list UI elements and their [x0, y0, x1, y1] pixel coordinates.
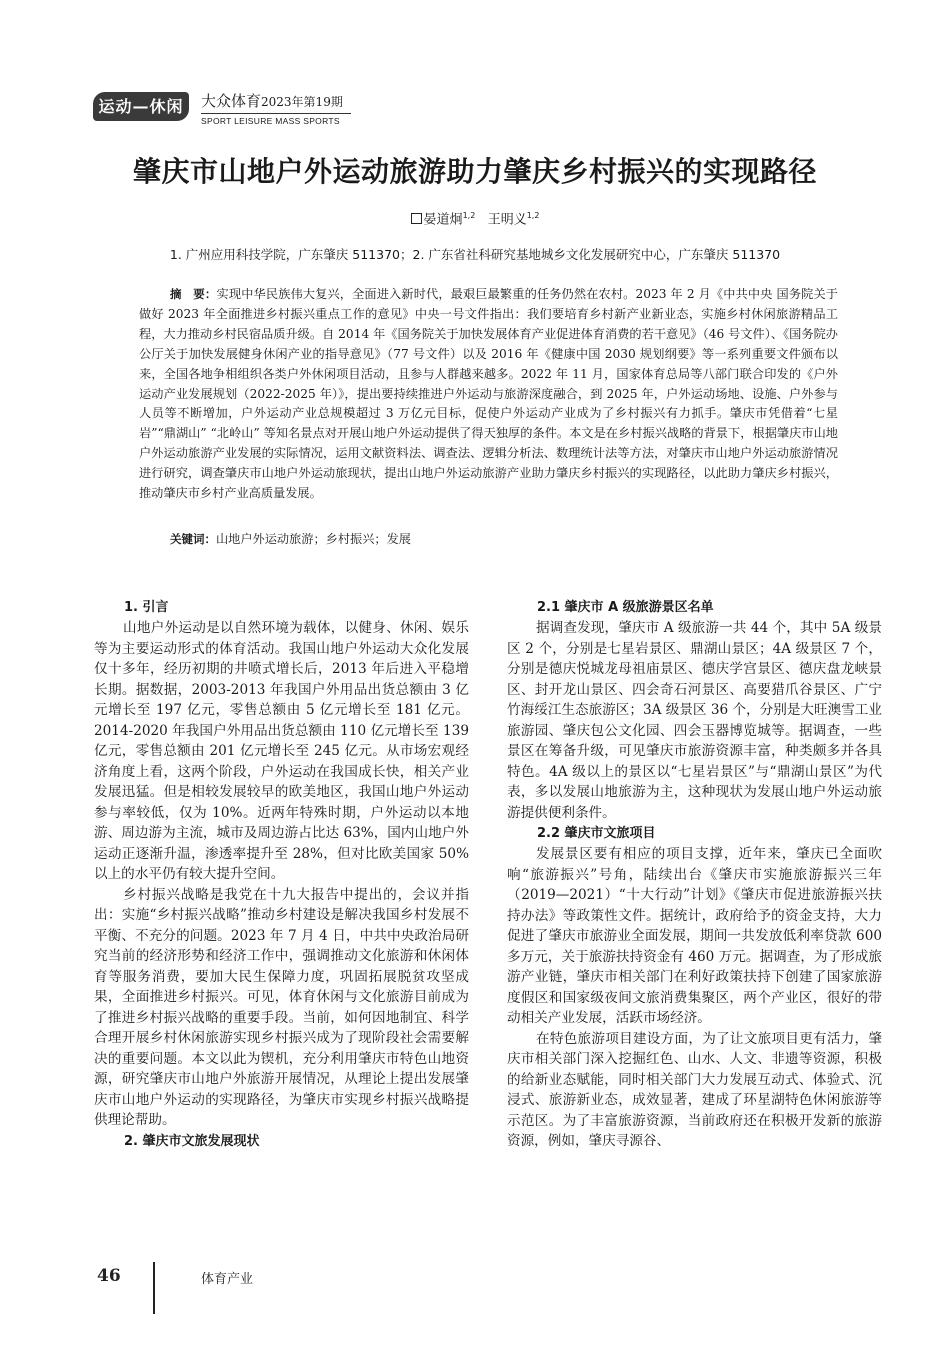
subsection-heading: 2.1 肇庆市 A 级旅游景区名单 [537, 600, 714, 615]
masthead-rule [201, 113, 351, 114]
keywords [170, 529, 830, 549]
author-box-icon [411, 213, 422, 224]
paragraph: 山地户外运动是以自然环境为载体，以健身、休闲、娱乐等为主要运动形式的体育活动。我国山地户外运动大众化发展仅十多年，经历初期的井喷式增长后，2013 年后进入平稳增长期。据数据，2003-2013 年我国户外用品出货总额由 3 亿元增长至 197 亿元，零售总额由 5 亿元增长至 181 亿元。2014-2020 年我国户外用品出货总额由 110 亿元增长至 139 亿元，零售总额由 201 亿元增长至 245 亿元。从市场宏观经济角度上看，这两个阶段，户外运动在我国成长快，相关产业发展迅猛。但是相较发展较早的欧美地区，我国山地户外运动参与率较低，仅为 10%。近两年特殊时期，户外运动以本地游、周边游为主流，城市及周边游占比达 63%，国内山地户外运动正逐渐升温，渗透率提升至 28%，但对比欧美国家 50% 以上的水平仍有较大提升空间。 [94, 620, 469, 882]
column-badge: 运动—休闲 [93, 92, 189, 121]
article-title: 肇庆市山地户外运动旅游助力肇庆乡村振兴的实现路径 [132, 155, 817, 188]
section-heading: 1. 引言 [124, 600, 169, 615]
paragraph: 据调查发现，肇庆市 A 级旅游一共 44 个，其中 5A 级景区 2 个，分别是七星岩景区、鼎湖山景区；4A 级景区 7 个，分别是德庆悦城龙母祖庙景区、德庆学宫景区、德庆盘龙峡景区、封开龙山景区、四会奇石河景区、高要猎爪谷景区、广宁竹海绥江生态旅游区；3A 级景区 36 个，分别是大旺澳雪工业旅游园、肇庆包公文化园、四会玉器博览城等。据调查，一些景区在筹备升级，可见肇庆市旅游资源丰富，种类颇多并各具特色。4A 级以上的景区以“七星岩景区”与“鼎湖山景区”为代表，多以发展山地旅游为主，这种现状为发展山地户外运动旅游提供便利条件。 [507, 620, 882, 821]
paragraph: 乡村振兴战略是我党在十九大报告中提出的，会议并指出：实施“乡村振兴战略”推动乡村建设是解决我国乡村发展不平衡、不充分的问题。2023 年 7 月 4 日，中共中央政治局研究当前的经济形势和经济工作中，强调推动文化旅游和休闲体育等服务消费，要加大民生保障力度，巩固拓展脱贫攻坚成果，全面推进乡村振兴。可见，体育休闲与文化旅游目前成为了推进乡村振兴战略的重要手段。当前，如何因地制宜、科学合理开展乡村休闲旅游实现乡村振兴成为了现阶段社会需要解决的重要问题。本文以此为锲机，充分利用肇庆市特色山地资源，研究肇庆市山地户外旅游开展情况，从理论上提出发展肇庆市山地户外运动的实现路径，为肇庆市实现乡村振兴战略提供理论帮助。 [94, 886, 469, 1128]
author-name: 王明义 [487, 212, 527, 228]
paragraph: 在特色旅游项目建设方面，为了让文旅项目更有活力，肇庆市相关部门深入挖掘红色、山水、人文、非遗等资源，积极的给新业态赋能，同时相关部门大力发展互动式、体验式、沉浸式、旅游新业态，成效显著，建成了环星湖特色休闲旅游等示范区。为了丰富旅游资源，当前政府还在积极开发新的旅游资源，例如，肇庆寻源谷、 [507, 1030, 882, 1149]
abstract-text: 实现中华民族伟大复兴，全面进入新时代，最艰巨最繁重的任务仍然在农村。2023 年 2 月《中共中央 国务院关于做好 2023 年全面推进乡村振兴重点工作的意见》中央一号文件指出：我们要培育乡村新产业新业态，实施乡村休闲旅游精品工程，大力推动乡村民宿品质升级。自 2014 年《国务院关于加快发展体育产业促进体育消费的若干意见》（46 号文件）、《国务院办公厅关于加快发展健身休闲产业的指导意见》（77 号文件）以及 2016 年《健康中国 2030 规划纲要》等一系列重要文件颁布以来，全国各地争相组织各类户外休闲项目活动，且参与人群越来越多。2022 年 11 月，国家体育总局等八部门联合印发的《户外运动产业发展规划（2022-2025 年）》，提出要持续推进户外运动与旅游深度融合，到 2025 年，户外运动场地、设施、户外参与人员等不断增加，户外运动产业总规模超过 3 万亿元目标，促使户外运动产业成为了乡村振兴有力抓手。肇庆市凭借着“七星岩”“鼎湖山” “北岭山” 等知名景点对开展山地户外运动提供了得天独厚的条件。本文是在乡村振兴战略的背景下，根据肇庆市山地户外运动旅游产业发展的实际情况，运用文献资料法、调查法、逻辑分析法、数理统计法等方法，对肇庆市山地户外运动旅游情况进行研究，调查肇庆市山地户外运动旅现状，提出山地户外运动旅游产业助力肇庆乡村振兴的实现路径，以此助力肇庆乡村振兴，推动肇庆市乡村产业高质量发展。 [139, 287, 838, 501]
author-name: 晏道炯 [423, 212, 463, 228]
author-line [0, 206, 950, 230]
magazine-name: 大众体育 [201, 92, 262, 110]
author-sup: 1,2 [526, 211, 540, 220]
keywords-text: 山地户外运动旅游；乡村振兴；发展 [216, 532, 411, 546]
abstract-label: 摘 要： [170, 287, 217, 301]
magazine-masthead [201, 92, 401, 126]
keywords-label: 关键词： [170, 532, 216, 546]
page-number: 46 [97, 1266, 121, 1286]
left-column [94, 597, 469, 1152]
issue-label: 2023年第19期 [261, 95, 343, 109]
right-column [507, 597, 882, 1152]
footer-divider [153, 1262, 155, 1314]
abstract [139, 285, 838, 504]
affiliations: 1. 广州应用科技学院，广东肇庆 511370；2. 广东省社科研究基地城乡文化发展研究中心，广东肇庆 511370 [169, 247, 781, 262]
paragraph: 发展景区要有相应的项目支撑，近年来，肇庆已全面吹响“旅游振兴”号角，陆续出台《肇庆市实施旅游振兴三年（2019—2021）“十大行动”计划》《肇庆市促进旅游振兴扶持办法》等政策性文件。据统计，政府给予的资金支持，大力促进了肇庆市旅游业全面发展，期间一共发放低利率贷款 600 多万元，关于旅游扶持资金有 460 万元。据调查，为了形成旅游产业链，肇庆市相关部门在利好政策扶持下创建了国家旅游度假区和国家级夜间文旅消费集聚区，两个产业区，很好的带动相关产业发展，活跃市场经济。 [507, 846, 882, 1026]
section-heading: 2. 肇庆市文旅发展现状 [124, 1133, 260, 1149]
magazine-subtitle: SPORT LEISURE MASS SPORTS [201, 116, 340, 126]
footer-section: 体育产业 [201, 1272, 254, 1287]
subsection-heading: 2.2 肇庆市文旅项目 [537, 826, 656, 841]
author-sup: 1,2 [462, 211, 476, 220]
